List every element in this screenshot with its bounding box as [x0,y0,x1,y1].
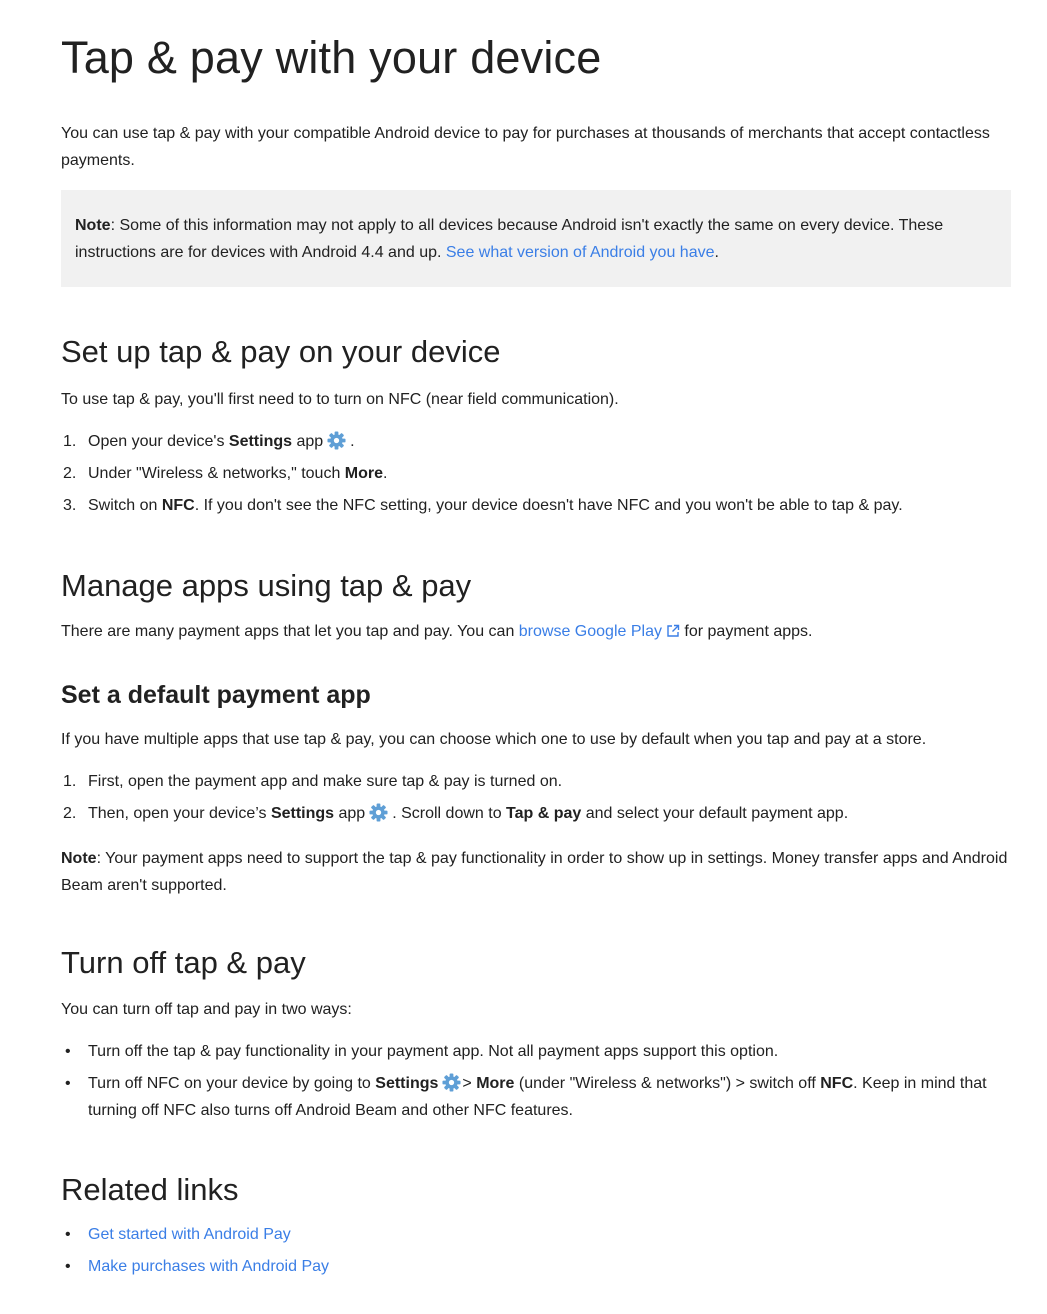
default-app-steps [61,770,1021,834]
list-item: • Make purchases with Android Pay [65,1258,330,1275]
list-item: 1. First, open the payment app and make sure tap & pay is turned on. [63,773,563,790]
browse-google-play-link[interactable]: browse Google Play [518,623,662,640]
gear-icon [327,431,346,450]
setup-heading: Set up tap & pay on your device [61,334,501,369]
related-links-list [61,1223,1021,1287]
turn-off-intro: You can turn off tap and pay in two ways: [61,1001,352,1018]
list-item: • Turn off NFC on your device by going to Settings > More (under "Wireless & networks") > switch off NFC. Keep in mind that turning off NFC also turns off Android Beam and other NFC features. [65,1075,987,1119]
turn-off-heading: Turn off tap & pay [61,945,306,980]
external-link-icon[interactable] [666,624,680,638]
turn-off-list [61,1040,991,1124]
related-heading: Related links [61,1172,239,1207]
note-box [61,190,1011,287]
android-version-link[interactable]: See what version of Android you have [445,244,715,261]
gear-icon [369,803,388,822]
page-title: Tap & pay with your device [61,32,602,83]
note-label: Note [75,217,111,234]
manage-text: There are many payment apps that let you tap and pay. You can browse Google Play for payment apps. [61,623,813,640]
list-item: 2. Then, open your device’s Settings app . Scroll down to Tap & pay and select your default payment app. [63,805,849,822]
gear-icon [442,1073,461,1092]
default-app-heading: Set a default payment app [61,681,371,709]
intro-text: You can use tap & pay with your compatible Android device to pay for purchases at thousands of merchants that accept contactless payments. [61,125,990,169]
default-app-note: Note: Your payment apps need to support the tap & pay functionality in order to show up in settings. Money transfer apps and Android Beam aren't supported. [61,850,1008,894]
make-purchases-link[interactable]: Make purchases with Android Pay [88,1258,330,1275]
default-app-intro: If you have multiple apps that use tap & pay, you can choose which one to use by default when you tap and pay at a store. [61,731,927,748]
setup-intro: To use tap & pay, you'll first need to to turn on NFC (near field communication). [61,391,619,408]
list-item: 2. Under "Wireless & networks," touch More. [63,465,388,482]
get-started-link[interactable]: Get started with Android Pay [88,1226,291,1243]
list-item: 3. Switch on NFC. If you don't see the NFC setting, your device doesn't have NFC and you won't be able to tap & pay. [63,497,903,514]
list-item: • Get started with Android Pay [65,1226,291,1243]
setup-steps [61,430,1021,526]
list-item: 1. Open your device's Settings app . [63,433,355,450]
note-text: Note: Some of this information may not apply to all devices because Android isn't exactly the same on every device. These instructions are for devices with Android 4.4 and up. See what version of Android you have. [75,217,944,261]
list-item: • Turn off the tap & pay functionality in your payment app. Not all payment apps support this option. [65,1043,779,1060]
manage-heading: Manage apps using tap & pay [61,568,472,603]
